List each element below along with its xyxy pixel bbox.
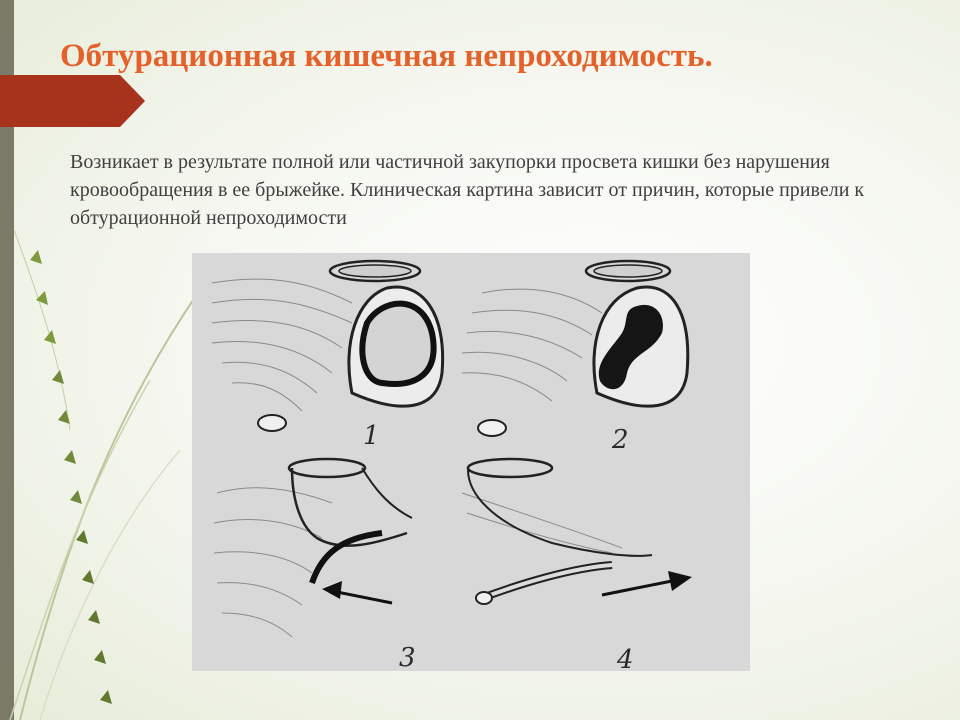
title-accent-tab — [0, 75, 145, 127]
intestinal-obstruction-figure — [192, 253, 750, 671]
figure-label-4: 4 — [617, 645, 634, 671]
figure-label-3: 3 — [399, 643, 416, 671]
slide-title: Обтурационная кишечная непроходимость. — [60, 38, 713, 74]
figure-label-2: 2 — [612, 425, 629, 455]
slide-body-text: Возникает в результате полной или частичной закупорки просвета кишки без нарушения кровообращения в ее брыжейке. Клиническая картина зависит от причин, которые привели к обтурационной непроходимости — [70, 151, 865, 229]
intestine-illustration — [192, 253, 750, 671]
figure-label-1: 1 — [363, 421, 380, 451]
